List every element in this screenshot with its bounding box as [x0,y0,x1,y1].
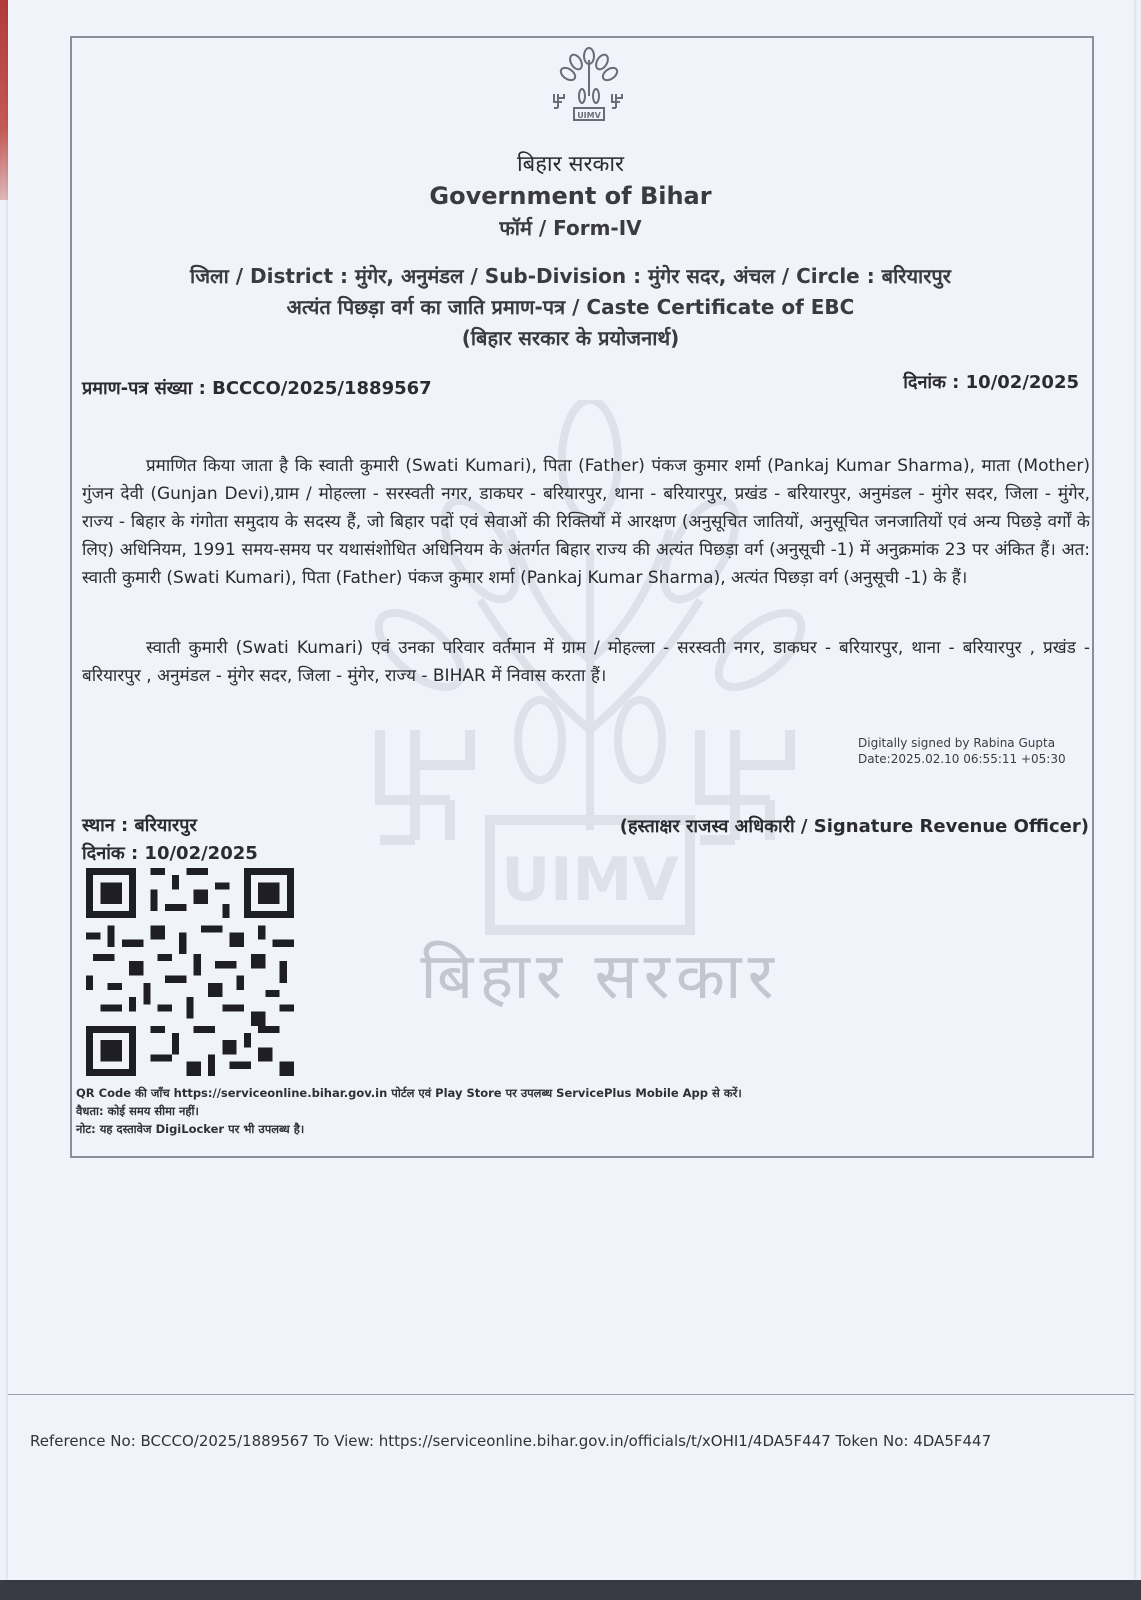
digital-signature-block [858,735,1066,767]
header-english: Government of Bihar [429,182,712,210]
footer-reference: Reference No: BCCCO/2025/1889567 To View: https://serviceonline.bihar.gov.in/officials/t/xOHI1/4DA5F447 Token No: 4DA5F447 [30,1432,992,1450]
bihar-emblem-icon [548,46,630,126]
notes-block [76,1084,742,1138]
background-bottom-strip [0,1580,1141,1600]
qr-verification-note: QR Code की जाँच https://serviceonline.bihar.gov.in पोर्टल एवं Play Store पर उपलब्ध ServicePlus Mobile App से करें। [76,1086,742,1100]
digital-signature-date: Date:2025.02.10 06:55:11 +05:30 [858,752,1066,766]
digital-signature-name: Digitally signed by Rabina Gupta [858,736,1056,750]
validity-note: वैधता: कोई समय सीमा नहीं। [76,1104,199,1118]
digilocker-note: नोट: यह दस्तावेज DigiLocker पर भी उपलब्ध है। [76,1122,305,1136]
place-date: दिनांक : 10/02/2025 [82,843,258,864]
certificate-date: दिनांक : 10/02/2025 [903,372,1079,393]
form-number: फॉर्म / Form-IV [499,216,642,240]
place-date-block [82,812,258,868]
header-hindi: बिहार सरकार [516,152,625,177]
certificate-body-paragraph-2: स्वाती कुमारी (Swati Kumari) एवं उनका परिवार वर्तमान में ग्राम / मोहल्ला - सरस्वती नगर, डाकघर - बरियारपुर, थाना - बरियारपुर , प्रखंड - बरियारपुर , अनुमंडल - मुंगेर सदर, जिला - मुंगेर, राज्य - BIHAR में निवास करता हैं। [82,638,1090,686]
emblem-seal-text: UIMV [577,111,601,120]
footer-divider [8,1394,1134,1395]
place-label: स्थान : बरियारपुर [82,815,197,836]
location-line: जिला / District : मुंगेर, अनुमंडल / Sub-Division : मुंगेर सदर, अंचल / Circle : बरियारपुर [190,264,951,288]
qr-code[interactable] [86,868,294,1076]
certificate-purpose: (बिहार सरकार के प्रयोजनार्थ) [461,326,680,350]
watermark-seal-text: UIMV [501,845,679,915]
certificate-title: अत्यंत पिछड़ा वर्ग का जाति प्रमाण-पत्र / Caste Certificate of EBC [286,295,855,319]
watermark-text: बिहार सरकार [420,940,780,1014]
signature-designation: (हस्ताक्षर राजस्व अधिकारी / Signature Revenue Officer) [619,816,1089,837]
certificate-number: प्रमाण-पत्र संख्या : BCCCO/2025/1889567 [82,378,432,399]
certificate-body-paragraph-1: प्रमाणित किया जाता है कि स्वाती कुमारी (Swati Kumari), पिता (Father) पंकज कुमार शर्मा (Pankaj Kumar Sharma), माता (Mother) गुंजन देवी (Gunjan Devi),ग्राम / मोहल्ला - सरस्वती नगर, डाकघर - बरियारपुर, थाना - बरियारपुर, प्रखंड - बरियारपुर, अनुमंडल - मुंगेर सदर, जिला - मुंगेर, राज्य - बिहार के गंगोता समुदाय के सदस्य हैं, जो बिहार पदों एवं सेवाओं की रिक्तियों में आरक्षण (अनुसूचित जातियों, अनुसूचित जनजातियों एवं अन्य पिछड़े वर्गों के लिए) अधिनियम, 1991 समय-समय पर यथासंशोधित अधिनियम के अंतर्गत बिहार राज्य की अत्यंत पिछड़ा वर्ग (अनुसूची -1) में अनुक्रमांक 23 पर अंकित हैं। अत: स्वाती कुमारी (Swati Kumari), पिता (Father) पंकज कुमार शर्मा (Pankaj Kumar Sharma), अत्यंत पिछड़ा वर्ग (अनुसूची -1) के हैं। [82,456,1090,588]
